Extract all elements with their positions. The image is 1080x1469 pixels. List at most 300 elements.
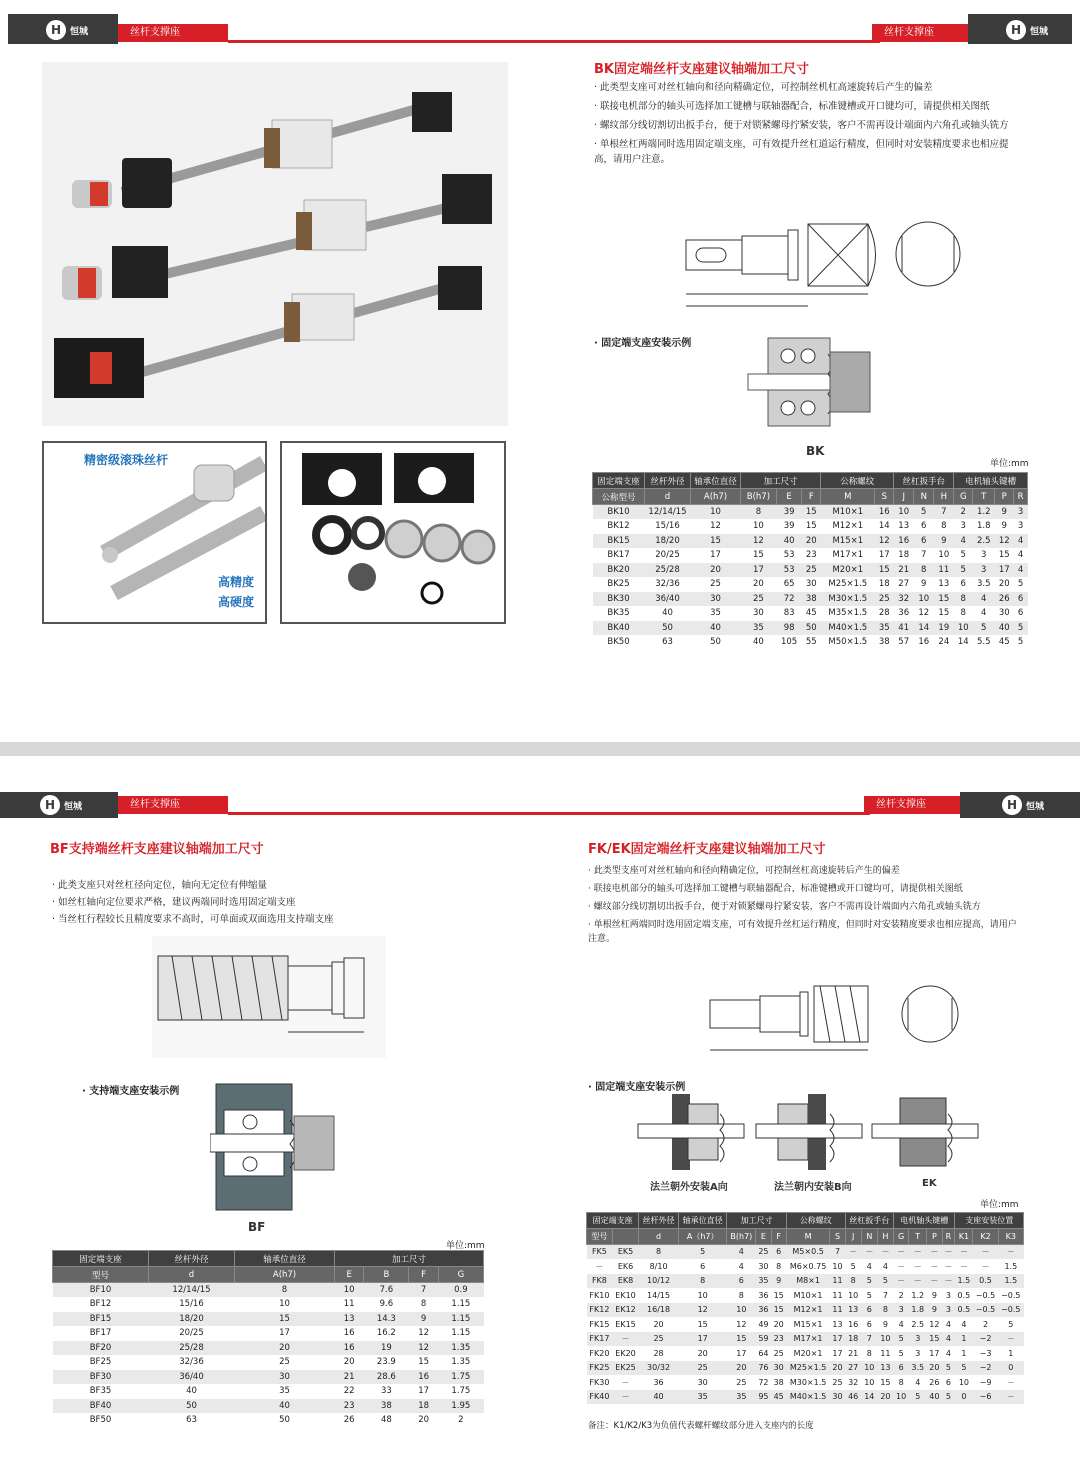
table-cell: 7: [877, 1288, 893, 1303]
ek-install-drawing: [870, 1090, 980, 1174]
table-cell: 5: [1014, 621, 1028, 636]
table-cell: 1.75: [438, 1370, 483, 1385]
column-header: K1: [955, 1229, 973, 1245]
table-cell: 50: [691, 635, 741, 650]
table-cell: 20: [802, 534, 821, 549]
table-cell: 10: [934, 548, 954, 563]
table-cell: 9: [995, 505, 1014, 520]
table-cell: 26: [927, 1375, 942, 1390]
column-header: J: [894, 489, 914, 505]
table-cell: 4: [942, 1317, 955, 1332]
table-cell: 8: [954, 606, 973, 621]
table-row: [593, 621, 1028, 636]
table-cell: 20: [235, 1341, 335, 1356]
table-cell: 40: [639, 1390, 679, 1405]
table-cell: 30: [802, 577, 821, 592]
table-cell: 21: [894, 563, 914, 578]
table-cell: 33: [364, 1384, 409, 1399]
table-cell: 23: [771, 1332, 786, 1347]
column-header: P: [995, 489, 1014, 505]
table-cell: 7: [409, 1283, 438, 1298]
table-cell: BF10: [53, 1283, 149, 1298]
column-header: K2: [973, 1229, 998, 1245]
table-cell: 1.8: [973, 519, 995, 534]
photo-card-precision-ballscrew: [42, 441, 267, 624]
table-cell: 12: [914, 606, 934, 621]
table-cell: 63: [149, 1413, 235, 1428]
table-cell: M10×1: [786, 1288, 830, 1303]
table-cell: 5.5: [973, 635, 995, 650]
table-cell: 15: [741, 548, 777, 563]
table-cell: 26: [995, 592, 1014, 607]
table-cell: 5: [942, 1361, 955, 1376]
table-cell: 45: [771, 1390, 786, 1405]
table-cell: 6: [914, 519, 934, 534]
column-header: A(h7): [691, 489, 741, 505]
table-row: [593, 635, 1028, 650]
table-cell: 20/25: [645, 548, 691, 563]
unit-label: 单位:mm: [990, 459, 1029, 469]
table-cell: 40: [235, 1399, 335, 1414]
table-cell: 13: [830, 1317, 845, 1332]
table-cell: 32/36: [645, 577, 691, 592]
bullet-item: · 此类支座只对丝杠径向定位，轴向无定位有伸缩量: [52, 880, 268, 891]
table-cell: BK50: [593, 635, 645, 650]
table-cell: 15/16: [149, 1297, 235, 1312]
table-cell: 12: [995, 534, 1014, 549]
table-cell: FK40: [587, 1390, 613, 1405]
table-cell: 1.5: [955, 1274, 973, 1289]
table-row: [593, 563, 1028, 578]
card-caption-hardness: 高硬度: [218, 595, 255, 609]
table-cell: −6: [973, 1390, 998, 1405]
table-cell: 1.15: [438, 1326, 483, 1341]
table-cell: 40: [149, 1384, 235, 1399]
column-header: F: [802, 489, 821, 505]
table-cell: FK8: [587, 1274, 613, 1289]
table-cell: 32: [894, 592, 914, 607]
table-cell: BF40: [53, 1399, 149, 1414]
table-cell: 5: [942, 1390, 955, 1405]
table-cell: 17: [927, 1346, 942, 1361]
photo-card-support-parts: [280, 441, 506, 624]
card-caption-top: 精密级滚珠丝杆: [84, 453, 169, 467]
table-cell: −0.5: [973, 1303, 998, 1318]
table-cell: 72: [776, 592, 802, 607]
table-cell: 9: [409, 1312, 438, 1327]
table-cell: 8/10: [639, 1259, 679, 1274]
page-bottom-left: [0, 756, 540, 1469]
table-cell: BK12: [593, 519, 645, 534]
table-cell: －: [587, 1259, 613, 1274]
table-cell: BF30: [53, 1370, 149, 1385]
table-cell: 8: [727, 1288, 756, 1303]
table-row: [587, 1317, 1024, 1332]
table-cell: 25/28: [645, 563, 691, 578]
column-header: d: [149, 1267, 235, 1283]
column-header: A（h7）: [678, 1229, 726, 1245]
table-cell: BK25: [593, 577, 645, 592]
table-cell: 35: [235, 1384, 335, 1399]
table-cell: 6: [942, 1375, 955, 1390]
table-cell: BF25: [53, 1355, 149, 1370]
table-cell: −0.5: [998, 1303, 1023, 1318]
table-cell: 5: [678, 1245, 726, 1260]
table-cell: 2: [438, 1413, 483, 1428]
table-cell: 20: [409, 1413, 438, 1428]
bullet-item: · 单根丝杠两端同时选用固定端支座，可有效提升丝杠运行精度，但同时对安装精度要求也相应提高，请用户注意。: [588, 920, 1017, 944]
column-header: B(h7): [727, 1229, 756, 1245]
table-cell: 15: [235, 1312, 335, 1327]
table-cell: 5: [909, 1390, 927, 1405]
table-cell: 20: [771, 1317, 786, 1332]
table-cell: 28: [875, 606, 894, 621]
col-group: 丝杠扳手台: [894, 473, 954, 489]
logo: [1006, 19, 1048, 41]
table-cell: 1.35: [438, 1341, 483, 1356]
bf-shaft-dimension-drawing: [152, 936, 386, 1058]
table-cell: FK25: [587, 1361, 613, 1376]
table-cell: －: [909, 1245, 927, 1260]
table-cell: 17: [235, 1326, 335, 1341]
bk-spec-table: [592, 472, 1028, 650]
table-group-header-row: [53, 1251, 484, 1267]
table-cell: 10: [861, 1375, 877, 1390]
table-cell: －: [909, 1274, 927, 1289]
table-cell: 5: [894, 1332, 909, 1347]
table-group-header-row: [587, 1213, 1024, 1229]
bullet-item: · 如丝杠轴向定位要求严格，建议两端同时选用固定端支座: [52, 897, 296, 908]
table-cell: 64: [756, 1346, 771, 1361]
table-cell: 20: [927, 1361, 942, 1376]
table-cell: 4: [894, 1317, 909, 1332]
table-cell: 98: [776, 621, 802, 636]
table-cell: 10: [335, 1283, 364, 1298]
column-header: B(h7): [741, 489, 777, 505]
table-cell: 10: [741, 519, 777, 534]
table-cell: 3.5: [909, 1361, 927, 1376]
table-cell: 1.8: [909, 1303, 927, 1318]
column-header: R: [942, 1229, 955, 1245]
table-cell: FK5: [587, 1245, 613, 1260]
table-body: [53, 1283, 484, 1428]
table-cell: 30: [235, 1370, 335, 1385]
table-cell: 17: [741, 563, 777, 578]
table-cell: 25: [830, 1375, 845, 1390]
table-cell: 39: [776, 519, 802, 534]
table-cell: 4: [727, 1245, 756, 1260]
col-group: 丝杆外径: [149, 1251, 235, 1267]
column-header: T: [909, 1229, 927, 1245]
table-cell: 1.5: [998, 1274, 1023, 1289]
table-cell: 72: [756, 1375, 771, 1390]
table-cell: BF12: [53, 1297, 149, 1312]
page-top-right: [540, 0, 1080, 742]
install-example-label: · 固定端支座安装示例: [594, 338, 692, 349]
table-cell: 27: [894, 577, 914, 592]
column-header: T: [973, 489, 995, 505]
table-cell: －: [998, 1375, 1023, 1390]
table-cell: 20: [639, 1317, 679, 1332]
table-cell: －: [927, 1245, 942, 1260]
table-cell: 10: [727, 1303, 756, 1318]
table-cell: 41: [894, 621, 914, 636]
table-cell: 5: [894, 1346, 909, 1361]
col-group: 固定端支座: [593, 473, 645, 489]
logo: [46, 19, 88, 41]
bullet-item: · 螺纹部分线切割切出扳手台，便于对锁紧螺母拧紧安装，客户不需再设计端面内六角孔或轴头铣方: [594, 120, 1009, 131]
table-cell: EK15: [612, 1317, 638, 1332]
table-cell: 9: [927, 1288, 942, 1303]
table-cell: 17: [995, 563, 1014, 578]
table-cell: 11: [830, 1274, 845, 1289]
table-cell: 10: [894, 505, 914, 520]
table-cell: M5×0.5: [786, 1245, 830, 1260]
table-cell: 46: [845, 1390, 861, 1405]
table-row: [587, 1390, 1024, 1405]
table-cell: 12: [727, 1317, 756, 1332]
table-cell: 20: [877, 1390, 893, 1405]
table-cell: 18: [875, 577, 894, 592]
table-cell: 8: [877, 1303, 893, 1318]
table-cell: −9: [973, 1375, 998, 1390]
table-cell: 16: [914, 635, 934, 650]
table-cell: BF15: [53, 1312, 149, 1327]
table-row: [53, 1283, 484, 1298]
table-cell: BF17: [53, 1326, 149, 1341]
table-cell: 3: [909, 1332, 927, 1347]
table-cell: 40: [645, 606, 691, 621]
table-cell: 1: [955, 1332, 973, 1347]
table-cell: 35: [727, 1390, 756, 1405]
col-group: 丝杆外径: [639, 1213, 679, 1229]
table-cell: 50: [235, 1413, 335, 1428]
table-cell: －: [927, 1274, 942, 1289]
table-cell: 0.5: [955, 1288, 973, 1303]
table-cell: 36: [894, 606, 914, 621]
table-cell: 17: [875, 548, 894, 563]
table-cell: 5: [861, 1274, 877, 1289]
table-cell: 25: [235, 1355, 335, 1370]
table-cell: 17: [830, 1332, 845, 1347]
table-cell: 20/25: [149, 1326, 235, 1341]
install-caption-b: 法兰朝内安装B向: [774, 1182, 852, 1193]
table-cell: 1.35: [438, 1355, 483, 1370]
table-cell: 1.75: [438, 1384, 483, 1399]
table-cell: M15×1: [786, 1317, 830, 1332]
table-cell: 15: [934, 592, 954, 607]
table-cell: 35: [741, 621, 777, 636]
table-cell: 35: [756, 1274, 771, 1289]
table-cell: 39: [776, 505, 802, 520]
table-cell: 1.15: [438, 1297, 483, 1312]
table-cell: 12: [409, 1326, 438, 1341]
table-cell: 50: [149, 1399, 235, 1414]
column-header: 型号: [53, 1267, 149, 1283]
table-cell: 20: [995, 577, 1014, 592]
table-cell: 25: [691, 577, 741, 592]
bullet-item: · 联接电机部分的轴头可选择加工键槽与联轴器配合，标准键槽或开口键均可，请提供相关图纸: [588, 884, 963, 894]
table-cell: 21: [845, 1346, 861, 1361]
table-row: [53, 1413, 484, 1428]
shaft-dimension-drawing: [658, 206, 968, 316]
table-cell: 20: [335, 1355, 364, 1370]
table-cell: M40×1.5: [786, 1390, 830, 1405]
table-cell: 5: [914, 505, 934, 520]
table-row: [587, 1288, 1024, 1303]
table-cell: 40: [927, 1390, 942, 1405]
table-cell: 19: [364, 1341, 409, 1356]
table-cell: 15: [409, 1355, 438, 1370]
table-cell: 1.95: [438, 1399, 483, 1414]
table-body: [593, 505, 1028, 650]
table-cell: 15: [934, 606, 954, 621]
table-cell: BF35: [53, 1384, 149, 1399]
table-cell: 16: [894, 534, 914, 549]
table-cell: 35: [691, 606, 741, 621]
table-row: [593, 519, 1028, 534]
table-cell: 6: [894, 1361, 909, 1376]
table-cell: 13: [934, 577, 954, 592]
bullet-list: [594, 80, 1014, 171]
table-cell: 17: [691, 548, 741, 563]
table-cell: 65: [776, 577, 802, 592]
table-cell: 20: [678, 1346, 726, 1361]
table-cell: 15: [802, 519, 821, 534]
table-note: 备注：K1/K2/K3为负值代表螺杆螺纹部分进入支座内的长度: [588, 1421, 814, 1431]
table-cell: 14: [914, 621, 934, 636]
column-header: M: [786, 1229, 830, 1245]
table-cell: －: [894, 1245, 909, 1260]
fk-install-drawing-b: [754, 1090, 864, 1174]
table-cell: 4: [727, 1259, 756, 1274]
table-cell: －: [998, 1245, 1023, 1260]
table-row: [593, 592, 1028, 607]
table-row: [53, 1384, 484, 1399]
table-cell: －: [973, 1245, 998, 1260]
table-row: [593, 505, 1028, 520]
table-cell: 20: [830, 1361, 845, 1376]
table-body: [587, 1245, 1024, 1405]
table-cell: 30: [691, 592, 741, 607]
col-group: 丝杠扳手台: [845, 1213, 893, 1229]
table-cell: 38: [364, 1399, 409, 1414]
table-cell: 5: [861, 1288, 877, 1303]
table-cell: 16.2: [364, 1326, 409, 1341]
table-cell: 25: [771, 1346, 786, 1361]
table-cell: M15×1: [821, 534, 875, 549]
table-cell: 36/40: [645, 592, 691, 607]
table-row: [53, 1297, 484, 1312]
table-cell: 8: [741, 505, 777, 520]
table-cell: 32/36: [149, 1355, 235, 1370]
table-cell: 8: [914, 563, 934, 578]
table-cell: 4: [954, 534, 973, 549]
table-cell: M12×1: [786, 1303, 830, 1318]
logo: [40, 794, 82, 816]
table-cell: 5: [973, 621, 995, 636]
table-cell: BK20: [593, 563, 645, 578]
table-cell: FK12: [587, 1303, 613, 1318]
table-cell: 20: [741, 577, 777, 592]
column-header: E: [335, 1267, 364, 1283]
table-cell: 12: [875, 534, 894, 549]
table-cell: 3: [954, 519, 973, 534]
table-cell: 8: [845, 1274, 861, 1289]
column-header: 公称型号: [593, 489, 645, 505]
table-cell: 20: [727, 1361, 756, 1376]
table-cell: 6: [1014, 606, 1028, 621]
table-cell: 5: [1014, 577, 1028, 592]
table-cell: 4: [877, 1259, 893, 1274]
table-cell: 5: [954, 563, 973, 578]
col-group: 加工尺寸: [335, 1251, 484, 1267]
table-cell: 15: [875, 563, 894, 578]
table-cell: BF50: [53, 1413, 149, 1428]
logo-text: 恒城: [70, 26, 89, 37]
table-group-header-row: [593, 473, 1028, 489]
table-cell: －: [861, 1245, 877, 1260]
table-cell: 35: [678, 1390, 726, 1405]
table-cell: 3.5: [973, 577, 995, 592]
table-column-header-row: [593, 489, 1028, 505]
table-cell: 10: [877, 1332, 893, 1347]
col-group: 加工尺寸: [741, 473, 821, 489]
col-group: 公称螺纹: [786, 1213, 845, 1229]
table-cell: 11: [830, 1303, 845, 1318]
table-cell: 49: [756, 1317, 771, 1332]
table-cell: －: [845, 1245, 861, 1260]
table-row: [587, 1259, 1024, 1274]
column-header: M: [821, 489, 875, 505]
section-tab: 丝杆支撑座: [864, 796, 972, 814]
table-row: [53, 1370, 484, 1385]
table-cell: 30: [830, 1390, 845, 1405]
table-cell: 13: [845, 1303, 861, 1318]
table-cell: 7: [861, 1332, 877, 1347]
table-cell: FK30: [587, 1375, 613, 1390]
table-cell: 15: [802, 505, 821, 520]
table-cell: 57: [894, 635, 914, 650]
column-header: P: [927, 1229, 942, 1245]
table-cell: 30: [741, 606, 777, 621]
table-cell: 25: [802, 563, 821, 578]
column-header: G: [954, 489, 973, 505]
table-cell: 19: [934, 621, 954, 636]
table-cell: －: [612, 1390, 638, 1405]
table-cell: BK40: [593, 621, 645, 636]
logo-text: 恒城: [1030, 26, 1049, 37]
table-cell: 11: [335, 1297, 364, 1312]
table-cell: 15: [691, 534, 741, 549]
column-header: N: [861, 1229, 877, 1245]
table-cell: 5: [1014, 635, 1028, 650]
col-group: 固定端支座: [53, 1251, 149, 1267]
table-cell: 15/16: [645, 519, 691, 534]
page-divider: [0, 742, 1080, 756]
table-cell: 6: [771, 1245, 786, 1260]
table-cell: EK8: [612, 1274, 638, 1289]
table-cell: 8: [409, 1297, 438, 1312]
table-cell: 5: [955, 1361, 973, 1376]
table-cell: 10: [861, 1361, 877, 1376]
table-cell: 12: [678, 1303, 726, 1318]
table-cell: 23: [335, 1399, 364, 1414]
bullet-list: [52, 878, 472, 929]
table-cell: 0: [955, 1390, 973, 1405]
table-cell: －: [927, 1259, 942, 1274]
bullet-item: · 此类型支座可对丝杠轴向和径向精确定位，可控制丝杠高速旋转后产生的偏差: [588, 866, 900, 876]
